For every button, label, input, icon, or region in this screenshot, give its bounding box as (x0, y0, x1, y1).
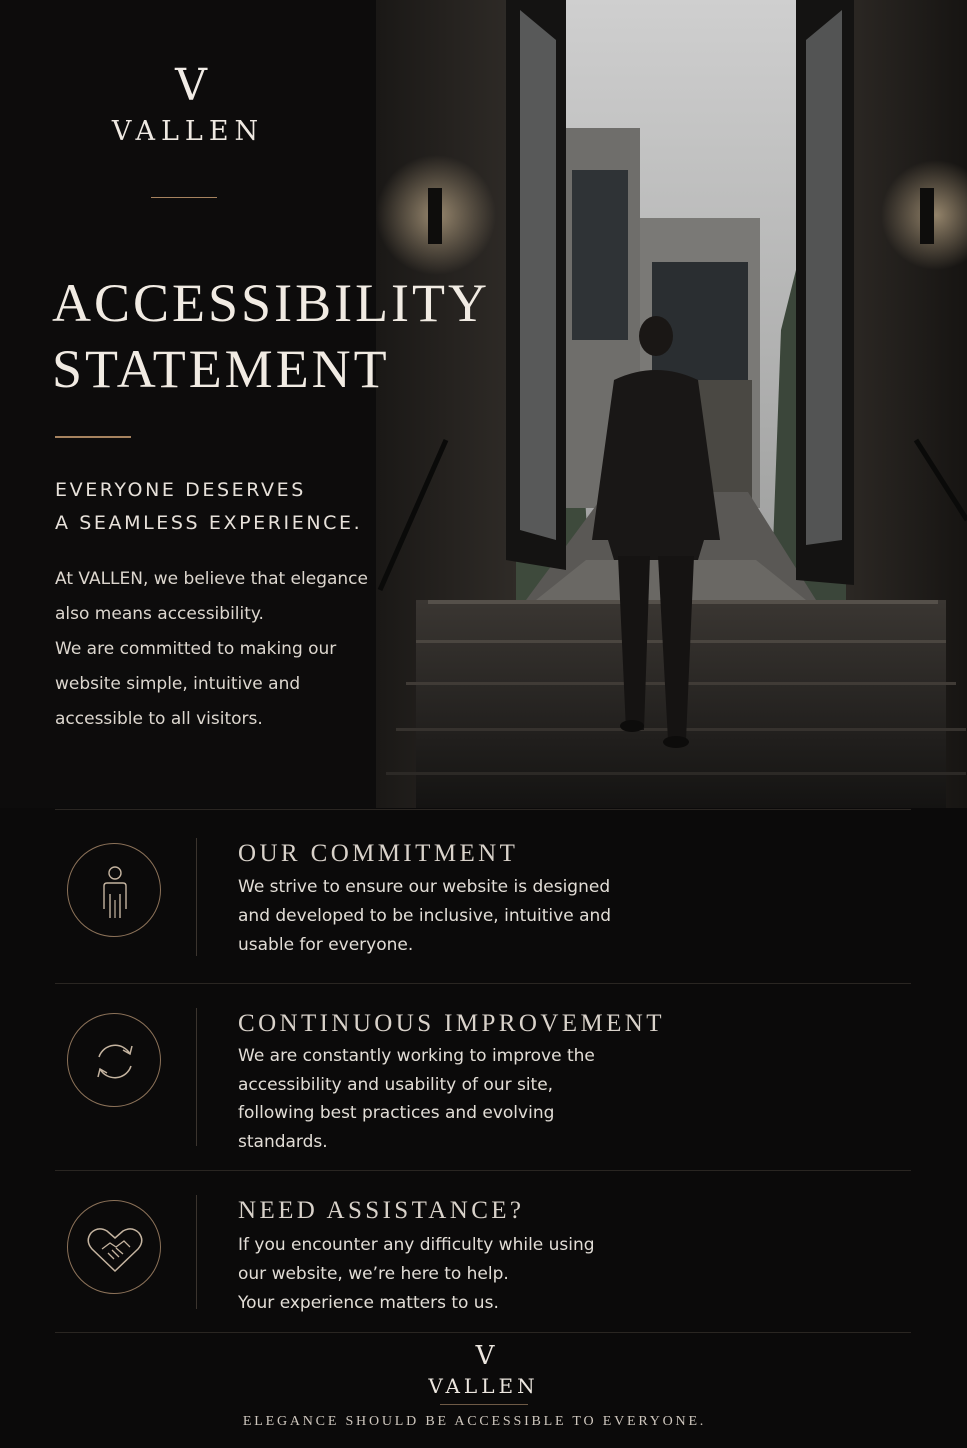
hero-photo (376, 0, 967, 808)
person-icon (67, 843, 161, 937)
section-body-line: accessibility and usability of our site, (238, 1074, 554, 1095)
section-heading: OUR COMMITMENT (238, 840, 519, 867)
footer-divider (440, 1404, 528, 1405)
brand-logo[interactable] (0, 62, 376, 147)
section-separator (196, 1195, 197, 1309)
section-body-line: If you encounter any difficulty while using (238, 1235, 595, 1255)
brand-name: VALLEN (111, 116, 265, 147)
section-separator (196, 838, 197, 956)
intro-line: At VALLEN, we believe that elegance (55, 569, 368, 589)
intro-line: accessible to all visitors. (55, 709, 263, 729)
section-body-line: and developed to be inclusive, intuitive and (238, 906, 612, 926)
intro-line: website simple, intuitive and (55, 674, 301, 694)
refresh-icon (67, 1013, 161, 1107)
hero-tagline (55, 474, 362, 540)
title-divider (55, 436, 131, 438)
footer-brand-name: VALLEN (428, 1374, 539, 1398)
section-separator (196, 1008, 197, 1146)
footer-tagline: ELEGANCE SHOULD BE ACCESSIBLE TO EVERYONE. (242, 1414, 707, 1429)
section-body (238, 873, 638, 960)
intro-line: also means accessibility. (55, 604, 264, 624)
section-body (238, 1231, 638, 1318)
section-our-commitment (55, 810, 911, 983)
section-continuous-improvement (55, 984, 911, 1169)
page-title-line-2: STATEMENT (52, 339, 390, 399)
footer-monogram: V (475, 1341, 492, 1371)
hero-intro (55, 562, 375, 737)
hero-tagline-line-2: A SEAMLESS EXPERIENCE. (55, 512, 363, 534)
section-divider (55, 1332, 911, 1333)
page-title (52, 270, 490, 402)
brand-monogram: V (175, 60, 201, 111)
logo-divider (151, 197, 217, 198)
section-body-line: usable for everyone. (238, 935, 414, 955)
hero-tagline-line-1: EVERYONE DESERVES (55, 479, 306, 501)
footer-logo[interactable] (0, 1342, 967, 1398)
section-body (238, 1042, 658, 1156)
intro-line: We are committed to making our (55, 639, 337, 659)
section-body-line: our website, we’re here to help. (238, 1264, 509, 1284)
heart-handshake-icon (67, 1200, 161, 1294)
section-body-line: We are constantly working to improve the (238, 1046, 595, 1066)
section-body-line: Your experience matters to us. (238, 1293, 499, 1313)
section-body-line: standards. (238, 1131, 328, 1152)
section-heading: CONTINUOUS IMPROVEMENT (238, 1010, 665, 1037)
section-body-line: We strive to ensure our website is designed (238, 877, 611, 897)
page-title-line-1: ACCESSIBILITY (52, 273, 491, 333)
section-body-line: following best practices and evolving (238, 1103, 555, 1123)
section-heading: NEED ASSISTANCE? (238, 1197, 525, 1224)
section-need-assistance[interactable] (55, 1171, 911, 1331)
